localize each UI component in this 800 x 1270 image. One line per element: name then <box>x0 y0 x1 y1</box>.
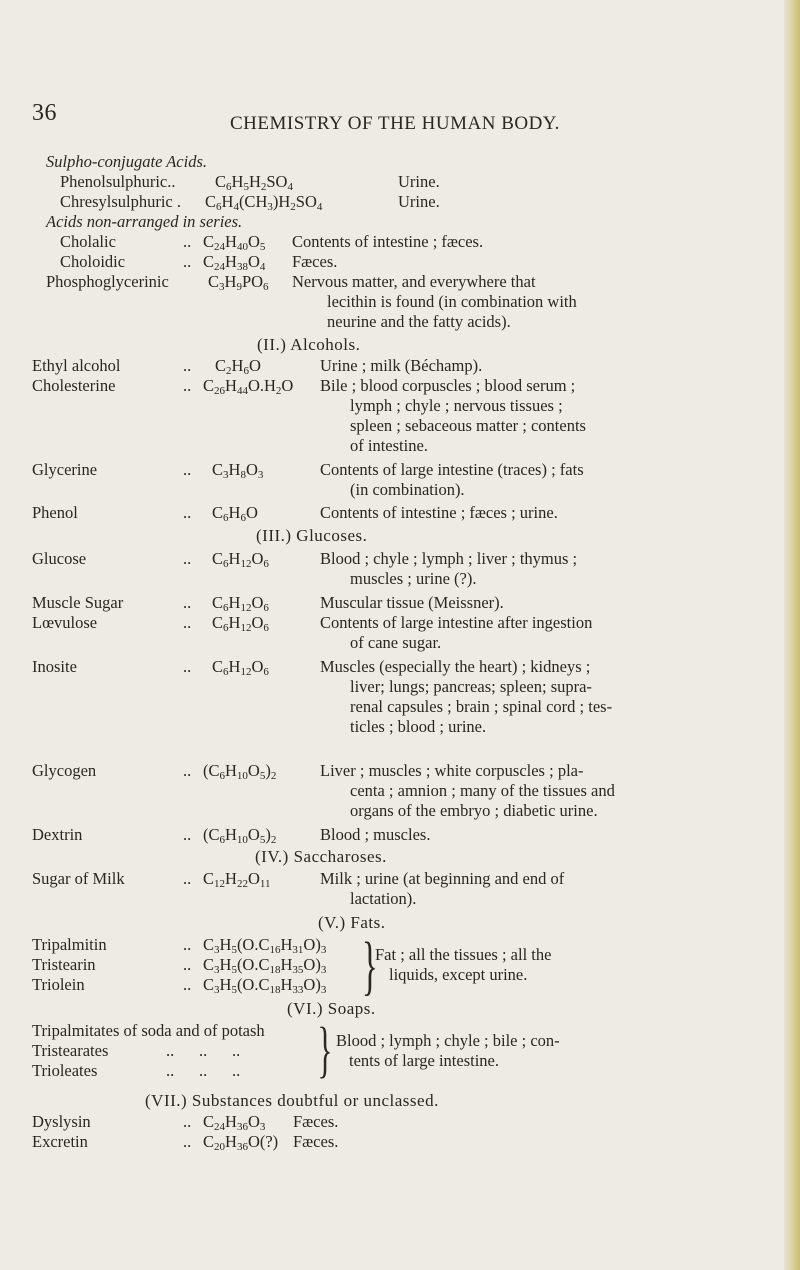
leader-dots: .. <box>183 593 192 612</box>
compound-source: tents of large intestine. <box>349 1051 499 1070</box>
compound-source: lactation). <box>350 889 417 908</box>
compound-source: spleen ; sebaceous matter ; contents <box>350 416 586 435</box>
compound-formula: $C_6H_{12}O_6$ <box>212 657 269 678</box>
compound-formula: $(C_6H_{10}O_5)_2$ <box>203 825 277 846</box>
compound-formula: $C_3H_9PO_6$ <box>208 272 269 293</box>
brace: } <box>361 929 378 1002</box>
leader-dots: .. <box>183 935 192 954</box>
leader-dots: .. .. .. <box>166 1041 241 1060</box>
compound-formula: $C_6H_{12}O_6$ <box>212 613 269 634</box>
compound-source: Muscular tissue (Meissner). <box>320 593 504 612</box>
compound-source: ticles ; blood ; urine. <box>350 717 487 736</box>
compound-source: lymph ; chyle ; nervous tissues ; <box>350 396 563 415</box>
compound-name: Phosphoglycerinic <box>46 272 169 291</box>
compound-name: Choloidic <box>60 252 126 271</box>
section-title: (VII.) Substances doubtful or unclassed. <box>145 1091 439 1110</box>
compound-formula: $C_{24}H_{40}O_5$ <box>203 232 266 253</box>
compound-source: Fat ; all the tissues ; all the <box>375 945 552 964</box>
compound-name: Dyslysin <box>32 1112 91 1131</box>
leader-dots: .. <box>183 761 192 780</box>
compound-formula: $C_{24}H_{36}O_3$ <box>203 1112 266 1133</box>
compound-source: Bile ; blood corpuscles ; blood serum ; <box>320 376 576 395</box>
page-edge <box>784 0 800 1270</box>
compound-formula: $C_2H_6O$ <box>215 356 261 377</box>
compound-name: Tristearates <box>32 1041 109 1060</box>
compound-source: (in combination). <box>350 480 465 499</box>
compound-formula: $C_{24}H_{38}O_4$ <box>203 252 266 273</box>
compound-name: Trioleates <box>32 1061 98 1080</box>
compound-source: Contents of intestine ; fæces. <box>292 232 484 251</box>
leader-dots: .. .. .. <box>166 1061 241 1080</box>
section-title: (III.) Glucoses. <box>256 526 368 545</box>
compound-source: Urine. <box>398 172 440 191</box>
compound-source: renal capsules ; brain ; spinal cord ; tes- <box>350 697 613 716</box>
compound-formula: $C_6H_{12}O_6$ <box>212 549 269 570</box>
compound-source: Fæces. <box>292 252 338 271</box>
compound-name: Tripalmitin <box>32 935 107 954</box>
compound-source: Urine. <box>398 192 440 211</box>
section-title: (IV.) Saccharoses. <box>255 847 387 866</box>
compound-source: Muscles (especially the heart) ; kidneys ; <box>320 657 591 676</box>
compound-source: centa ; amnion ; many of the tissues and <box>350 781 615 800</box>
section-title: (II.) Alcohols. <box>257 335 361 354</box>
compound-source: Contents of intestine ; fæces ; urine. <box>320 503 558 522</box>
compound-source: muscles ; urine (?). <box>350 569 477 588</box>
compound-name: Inosite <box>32 657 77 676</box>
compound-source: of intestine. <box>350 436 428 455</box>
compound-name: Lœvulose <box>32 613 98 632</box>
compound-name: Triolein <box>32 975 85 994</box>
compound-name: Glycerine <box>32 460 98 479</box>
compound-source: Urine ; milk (Béchamp). <box>320 356 483 375</box>
section-title: (VI.) Soaps. <box>287 999 376 1018</box>
leader-dots: .. <box>183 1132 192 1151</box>
compound-source: Contents of large intestine (traces) ; fats <box>320 460 584 479</box>
page-number: 36 <box>32 100 57 126</box>
compound-source: Milk ; urine (at beginning and end of <box>320 869 565 888</box>
compound-formula: $C_6H_4(CH_3)H_2SO_4$ <box>205 192 323 213</box>
compound-source: of cane sugar. <box>350 633 442 652</box>
compound-formula: $C_3H_5(O.C_{18}H_{33}O)_3$ <box>203 975 327 996</box>
compound-name: Sugar of Milk <box>32 869 125 888</box>
leader-dots: .. <box>183 356 192 375</box>
compound-source: neurine and the fatty acids). <box>327 312 511 331</box>
compound-formula: $C_3H_5(O.C_{16}H_{31}O)_3$ <box>203 935 327 956</box>
compound-name: Tristearin <box>32 955 96 974</box>
compound-formula: $C_3H_5(O.C_{18}H_{35}O)_3$ <box>203 955 327 976</box>
leader-dots: .. <box>183 975 192 994</box>
compound-source: Fæces. <box>293 1112 339 1131</box>
section-heading: Sulpho-conjugate Acids. <box>46 152 208 171</box>
compound-source: liquids, except urine. <box>389 965 528 984</box>
leader-dots: .. <box>183 955 192 974</box>
leader-dots: .. <box>183 460 192 479</box>
compound-name: Muscle Sugar <box>32 593 124 612</box>
compound-name: Cholalic <box>60 232 116 251</box>
compound-name: Phenolsulphuric.. <box>60 172 176 191</box>
compound-source: liver; lungs; pancreas; spleen; supra- <box>350 677 592 696</box>
compound-source: Blood ; lymph ; chyle ; bile ; con- <box>336 1031 560 1050</box>
leader-dots: .. <box>183 252 192 271</box>
leader-dots: .. <box>183 1112 192 1131</box>
compound-name: Glucose <box>32 549 87 568</box>
compound-name: Cholesterine <box>32 376 116 395</box>
compound-name: Glycogen <box>32 761 97 780</box>
leader-dots: .. <box>183 232 192 251</box>
compound-formula: $C_{20}H_{36}O(?)$ <box>203 1132 279 1153</box>
leader-dots: .. <box>183 657 192 676</box>
section-heading: Acids non-arranged in series. <box>46 212 243 231</box>
compound-source: Contents of large intestine after ingestion <box>320 613 593 632</box>
compound-formula: $C_6H_6O$ <box>212 503 258 524</box>
leader-dots: .. <box>183 503 192 522</box>
compound-name: Phenol <box>32 503 78 522</box>
compound-formula: $(C_6H_{10}O_5)_2$ <box>203 761 277 782</box>
compound-name: Dextrin <box>32 825 83 844</box>
leader-dots: .. <box>183 869 192 888</box>
compound-formula: $C_6H_{12}O_6$ <box>212 593 269 614</box>
compound-formula: $C_3H_8O_3$ <box>212 460 264 481</box>
compound-source: organs of the embryo ; diabetic urine. <box>350 801 598 820</box>
compound-formula: $C_{12}H_{22}O_{11}$ <box>203 869 271 890</box>
compound-source: Blood ; muscles. <box>320 825 431 844</box>
leader-dots: .. <box>183 613 192 632</box>
leader-dots: .. <box>183 376 192 395</box>
compound-formula: $C_{26}H_{44}O.H_2O$ <box>203 376 294 397</box>
compound-name: Tripalmitates of soda and of potash <box>32 1021 265 1040</box>
brace: } <box>317 1016 333 1084</box>
compound-formula: $C_6H_5H_2SO_4$ <box>215 172 293 193</box>
leader-dots: .. <box>183 825 192 844</box>
leader-dots: .. <box>183 549 192 568</box>
compound-name: Ethyl alcohol <box>32 356 121 375</box>
compound-source: Liver ; muscles ; white corpuscles ; pla- <box>320 761 584 780</box>
section-title: (V.) Fats. <box>318 913 386 932</box>
compound-name: Excretin <box>32 1132 88 1151</box>
compound-source: Blood ; chyle ; lymph ; liver ; thymus ; <box>320 549 578 568</box>
running-title: CHEMISTRY OF THE HUMAN BODY. <box>230 113 560 134</box>
compound-source: Nervous matter, and everywhere that <box>292 272 536 291</box>
compound-name: Chresylsulphuric . <box>60 192 181 211</box>
compound-source: lecithin is found (in combination with <box>327 292 577 311</box>
compound-source: Fæces. <box>293 1132 339 1151</box>
